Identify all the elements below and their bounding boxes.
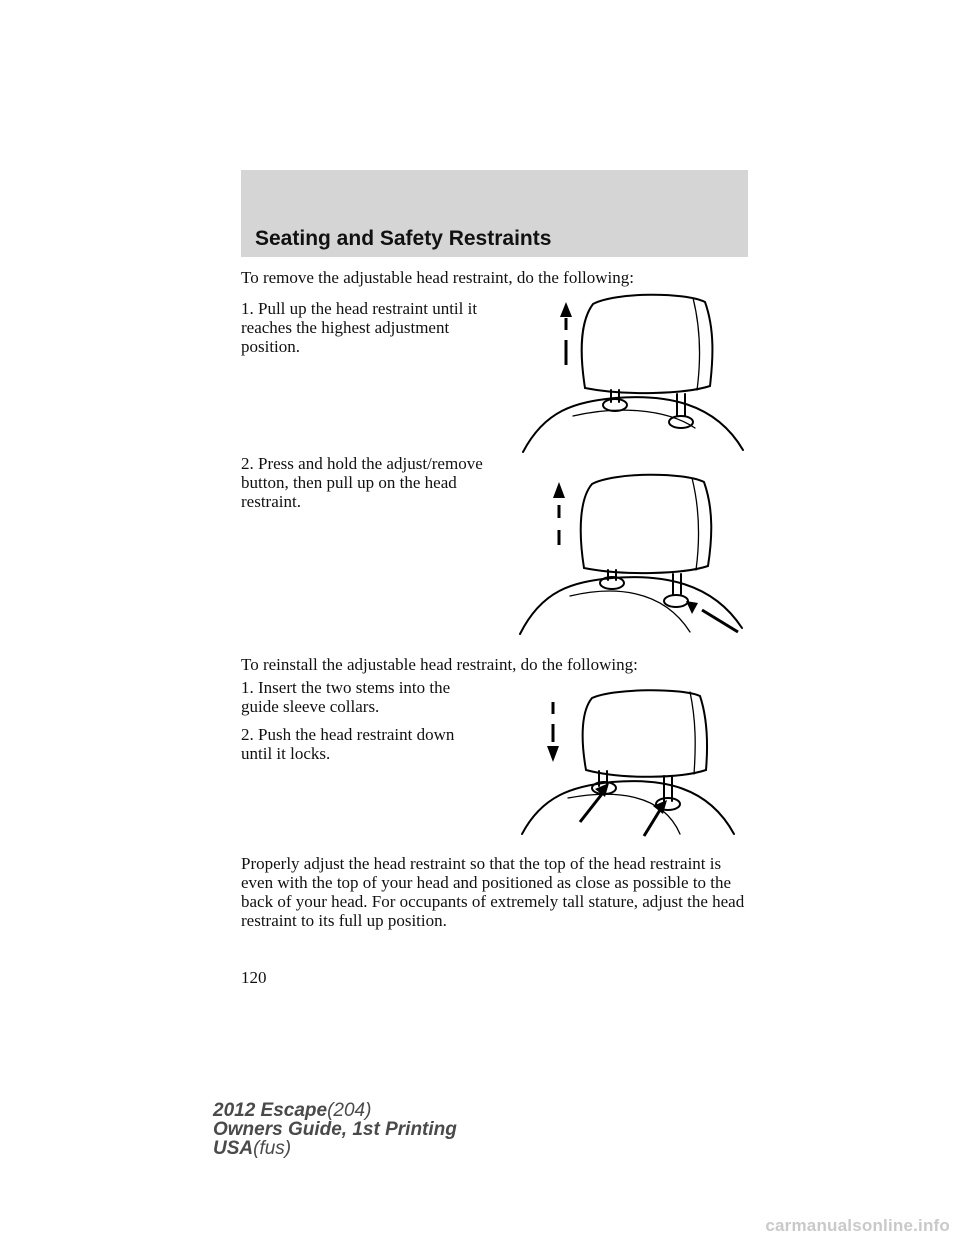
remove-step-2: 2. Press and hold the adjust/remove button, then pull up on the head restraint. bbox=[241, 454, 483, 511]
section-title: Seating and Safety Restraints bbox=[255, 227, 552, 250]
watermark: carmanualsonline.info bbox=[765, 1216, 950, 1235]
reinstall-step-2: 2. Push the head restraint down until it locks. bbox=[241, 725, 455, 763]
section-header bbox=[241, 170, 748, 257]
headrest-pull-up-illustration bbox=[515, 290, 755, 460]
adjust-paragraph: Properly adjust the head restraint so that the top of the head restraint is even with the top of your head and positioned as close as possible to the back of your head. For occupants of extremely tall stature, adjust the head restraint to its full up position. bbox=[241, 854, 745, 930]
footer-model: 2012 Escape bbox=[213, 1100, 328, 1121]
page-number: 120 bbox=[241, 968, 267, 987]
footer-model-code: (204) bbox=[327, 1100, 372, 1121]
footer-guide: Owners Guide, 1st Printing bbox=[213, 1119, 457, 1140]
remove-intro: To remove the adjustable head restraint, do the following: bbox=[241, 268, 635, 287]
reinstall-step-1: 1. Insert the two stems into the guide sleeve collars. bbox=[241, 678, 451, 716]
headrest-reinstall-illustration bbox=[512, 686, 752, 846]
footer bbox=[213, 1101, 457, 1158]
headrest-press-button-illustration bbox=[512, 470, 752, 640]
reinstall-intro: To reinstall the adjustable head restraint, do the following: bbox=[241, 655, 638, 674]
footer-market: USA bbox=[213, 1138, 254, 1159]
footer-market-code: (fus) bbox=[253, 1138, 292, 1159]
remove-step-1: 1. Pull up the head restraint until it reaches the highest adjustment position. bbox=[241, 299, 478, 356]
